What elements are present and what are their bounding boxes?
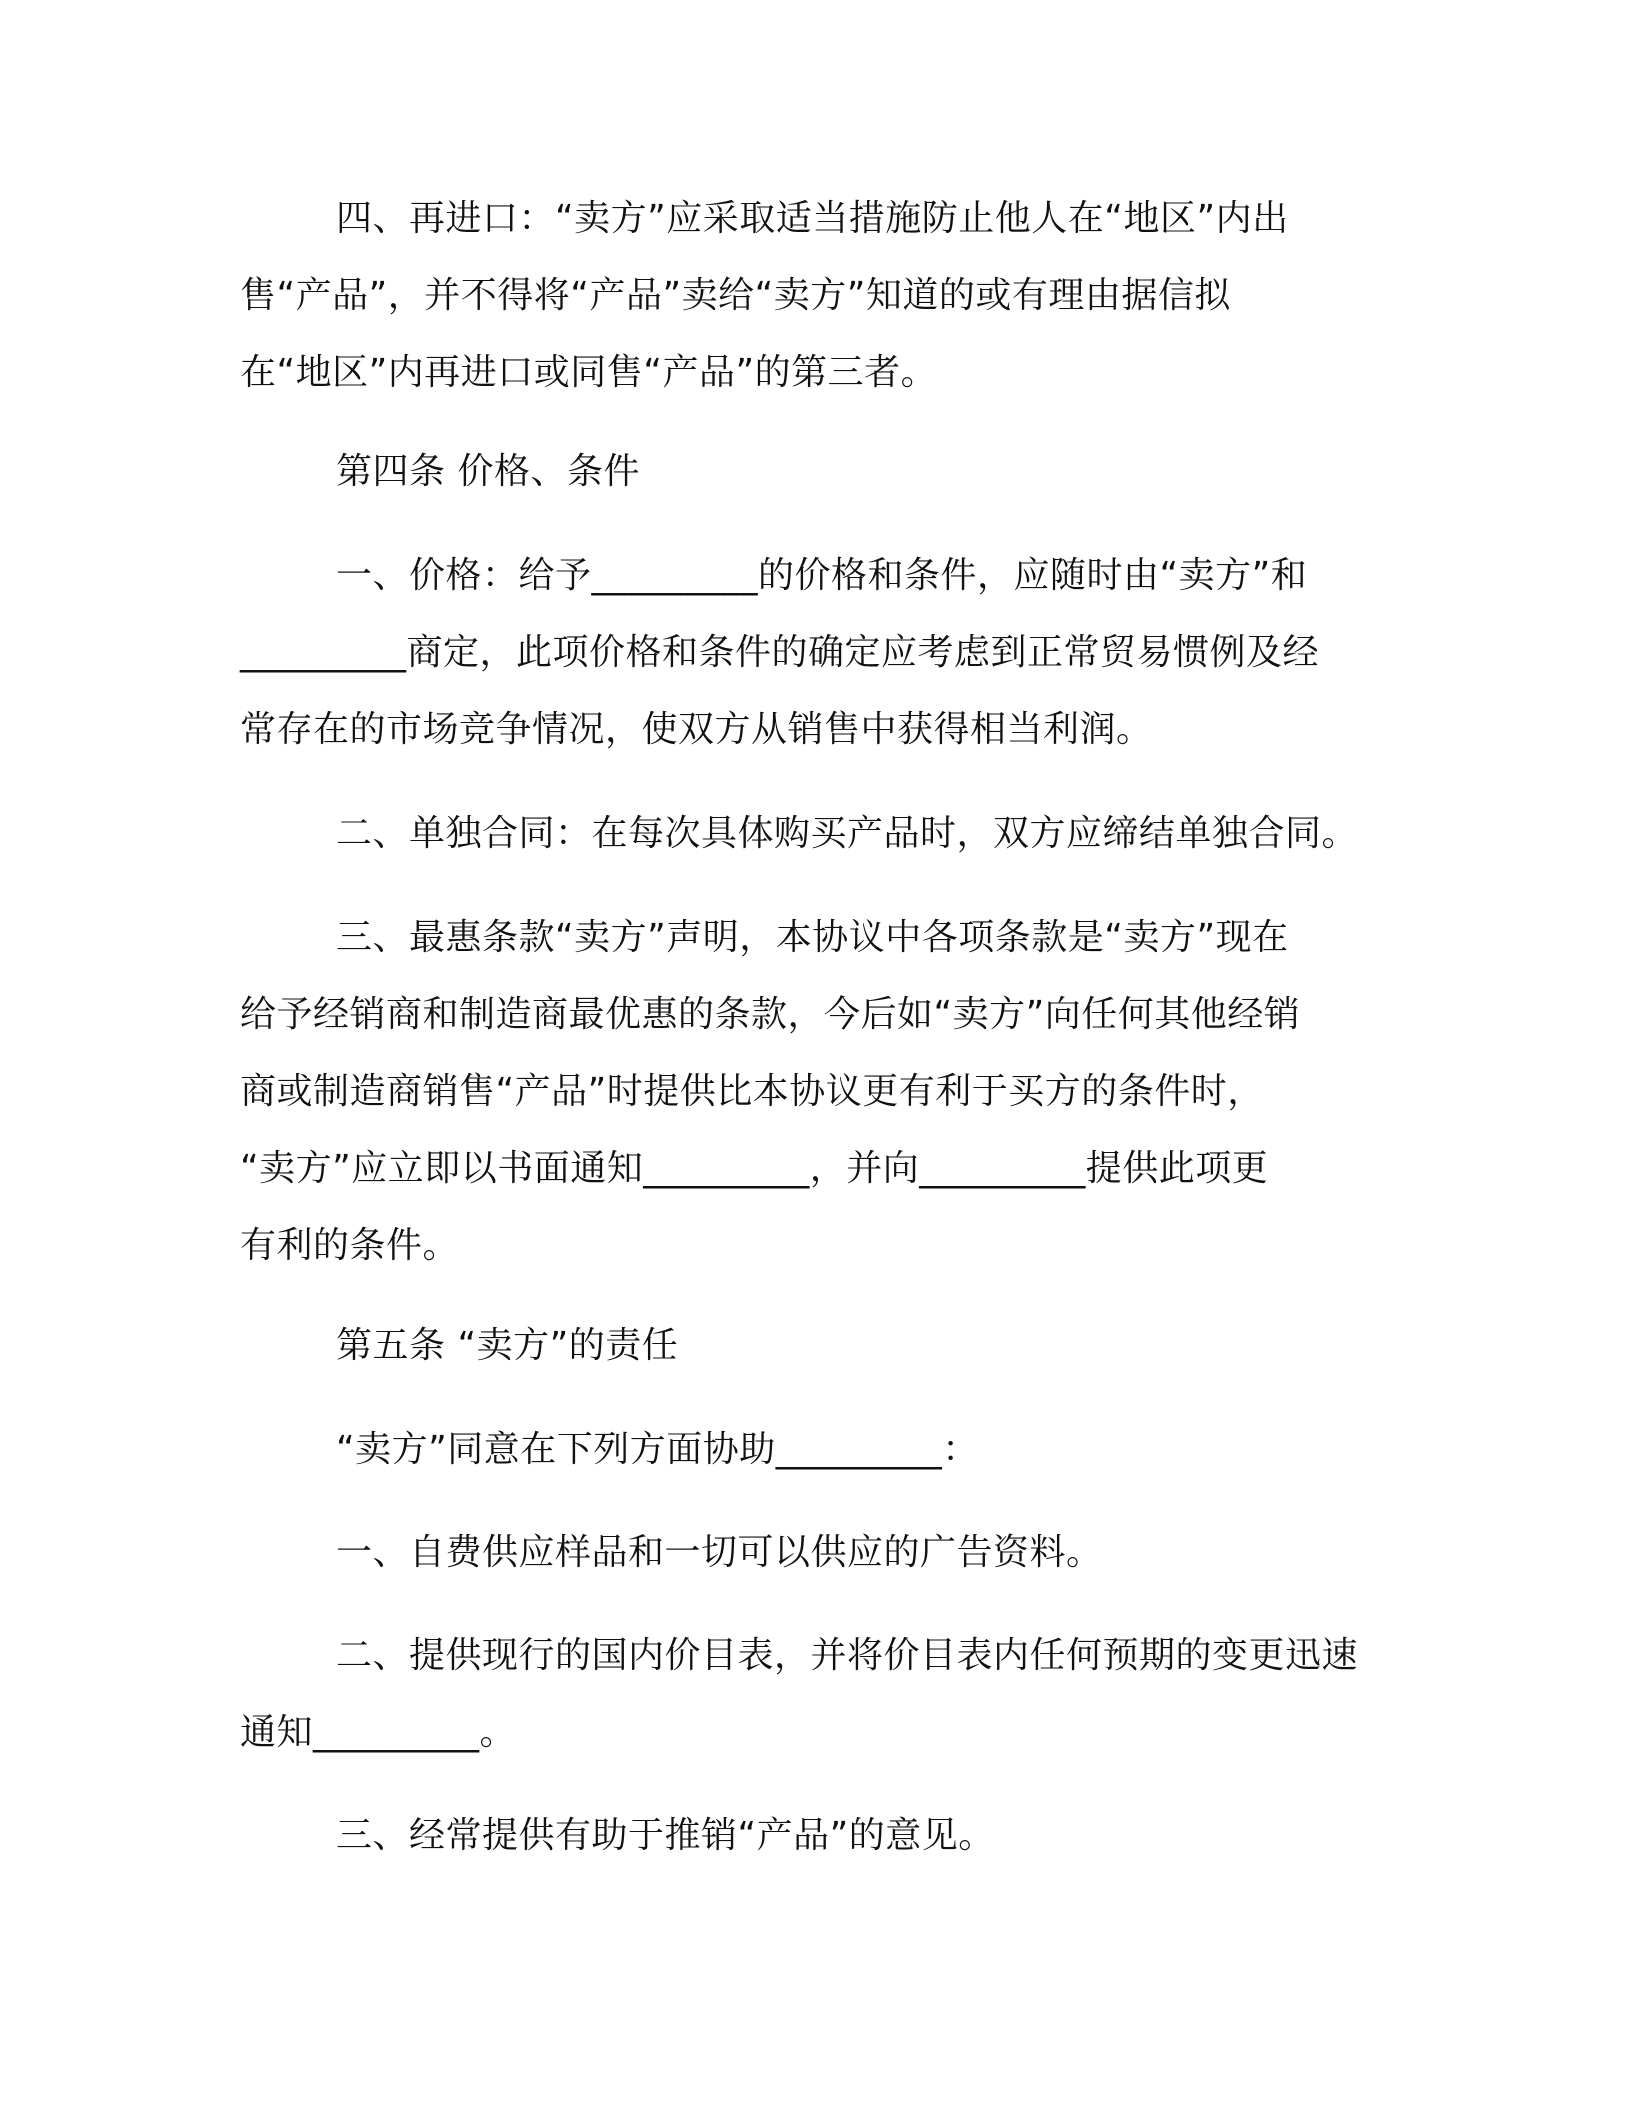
paragraph-price-list — [240, 1617, 1380, 1771]
text-line: 三、经常提供有助于推销“产品”的意见。 — [336, 1815, 995, 1856]
text-line: 售“产品”，并不得将“产品”卖给“卖方”知道的或有理由据信拟 — [240, 275, 1231, 316]
section-heading: 第五条 “卖方”的责任 — [336, 1325, 679, 1366]
paragraph-samples — [240, 1514, 1380, 1591]
text-line: 在“地区”内再进口或同售“产品”的第三者。 — [240, 352, 938, 393]
text-line: “卖方”同意在下列方面协助_________： — [336, 1429, 979, 1470]
paragraph-most-favored — [240, 899, 1380, 1284]
text-line: 四、再进口：“卖方”应采取适当措施防止他人在“地区”内出 — [336, 198, 1289, 239]
article-4-heading — [240, 433, 1380, 510]
text-line: 常存在的市场竞争情况，使双方从销售中获得相当利润。 — [240, 709, 1153, 750]
text-line: 三、最惠条款“卖方”声明，本协议中各项条款是“卖方”现在 — [336, 917, 1289, 958]
paragraph-separate-contract — [240, 795, 1380, 872]
text-line: 有利的条件。 — [240, 1225, 460, 1266]
text-line: 二、单独合同：在每次具体购买产品时，双方应缔结单独合同。 — [336, 813, 1359, 854]
text-line: 给予经销商和制造商最优惠的条款，今后如“卖方”向任何其他经销 — [240, 994, 1301, 1035]
paragraph-seller-agrees — [240, 1411, 1380, 1488]
paragraph-reimport — [240, 180, 1380, 411]
section-heading: 第四条 价格、条件 — [336, 451, 640, 492]
text-line: 二、提供现行的国内价目表，并将价目表内任何预期的变更迅速 — [336, 1635, 1359, 1676]
text-line: _________商定，此项价格和条件的确定应考虑到正常贸易惯例及经 — [240, 632, 1320, 673]
text-line: 一、自费供应样品和一切可以供应的广告资料。 — [336, 1532, 1103, 1573]
text-line: 通知_________。 — [240, 1712, 517, 1753]
paragraph-promotion-advice — [240, 1797, 1380, 1874]
article-5-heading — [240, 1307, 1380, 1384]
text-line: 一、价格：给予_________的价格和条件，应随时由“卖方”和 — [336, 555, 1308, 596]
text-line: 商或制造商销售“产品”时提供比本协议更有利于买方的条件时， — [240, 1071, 1264, 1112]
paragraph-price — [240, 537, 1380, 768]
text-line: “卖方”应立即以书面通知_________，并向_________提供此项更 — [240, 1148, 1269, 1189]
